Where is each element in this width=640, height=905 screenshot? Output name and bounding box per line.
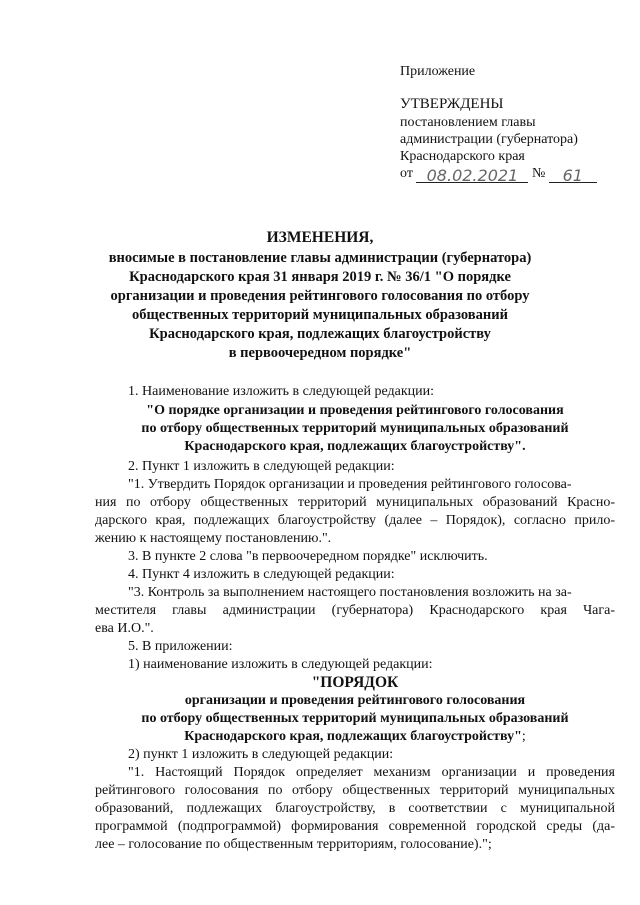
body-line: дарского края, подлежащих благоустройству (далее – Порядок), согласно прило- bbox=[95, 513, 615, 528]
title-heading: ИЗМЕНЕНИЯ, bbox=[266, 229, 374, 246]
title-line: вносимые в постановление главы администрации (губернатора) bbox=[108, 250, 532, 266]
title-line: в первоочередном порядке" bbox=[228, 345, 412, 361]
body-line: местителя главы администрации (губернатора) Краснодарского края Чага- bbox=[95, 603, 615, 618]
body-line-bold: Краснодарского края, подлежащих благоустройству" bbox=[184, 729, 522, 744]
body-line: 1. Наименование изложить в следующей редакции: bbox=[128, 384, 434, 399]
title-line: организации и проведения рейтингового голосования по отбору bbox=[110, 288, 530, 304]
body-line: 1) наименование изложить в следующей редакции: bbox=[128, 657, 433, 672]
body-line-bold: по отбору общественных территорий муниципальных образований bbox=[141, 711, 569, 726]
body-line: "1. Настоящий Порядок определяет механизм организации и проведения bbox=[128, 765, 615, 780]
approval-line-2: администрации (губернатора) bbox=[400, 132, 578, 147]
body-line-bold: "О порядке организации и проведения рейтингового голосования bbox=[146, 403, 564, 418]
order-heading: "ПОРЯДОК bbox=[311, 674, 399, 691]
document-title bbox=[100, 228, 540, 363]
body-line: 2. Пункт 1 изложить в следующей редакции: bbox=[128, 459, 395, 474]
approval-line-1: постановлением главы bbox=[400, 115, 536, 130]
body-line: "3. Контроль за выполнением настоящего постановления возложить на за- bbox=[128, 585, 572, 600]
body-line: программой (подпрограммой) формирования современной городской среды (да- bbox=[95, 819, 615, 834]
approval-line-3: Краснодарского края bbox=[400, 149, 525, 164]
body-line: 5. В приложении: bbox=[128, 639, 233, 654]
body-line: 4. Пункт 4 изложить в следующей редакции: bbox=[128, 567, 395, 582]
body-line-bold-with-suffix bbox=[95, 728, 615, 746]
body-line: ева И.О.". bbox=[95, 621, 154, 636]
body-line: 2) пункт 1 изложить в следующей редакции: bbox=[128, 747, 394, 762]
approved-label: УТВЕРЖДЕНЫ bbox=[400, 96, 504, 112]
number-handwritten: 61 bbox=[549, 167, 597, 183]
title-line: Краснодарского края, подлежащих благоустройству bbox=[149, 326, 491, 342]
title-line: Краснодарского края 31 января 2019 г. № 36/1 "О порядке bbox=[129, 269, 511, 285]
date-number-line bbox=[400, 165, 597, 183]
from-label: от bbox=[400, 166, 413, 181]
body-line-bold: организации и проведения рейтингового голосования bbox=[184, 693, 526, 708]
appendix-label: Приложение bbox=[400, 64, 476, 79]
body-line-bold: по отбору общественных территорий муниципальных образований bbox=[141, 421, 569, 436]
body-line: "1. Утвердить Порядок организации и проведения рейтингового голосова- bbox=[128, 477, 572, 492]
body-line: ния по отбору общественных территорий муниципальных образований Красно- bbox=[95, 495, 615, 510]
body-line: рейтингового голосования по отбору общественных территорий муниципальных bbox=[95, 783, 615, 798]
body-line: лее – голосование по общественным территориям, голосование)."; bbox=[95, 837, 492, 852]
number-label: № bbox=[531, 166, 546, 181]
date-handwritten: 08.02.2021 bbox=[416, 167, 528, 183]
body-line: жению к настоящему постановлению.". bbox=[95, 531, 332, 546]
body-line: образований, подлежащих благоустройству, в соответствии с муниципальной bbox=[95, 801, 615, 816]
body-line: 3. В пункте 2 слова "в первоочередном порядке" исключить. bbox=[128, 549, 488, 564]
title-line: общественных территорий муниципальных образований bbox=[132, 307, 508, 323]
semicolon: ; bbox=[521, 729, 526, 744]
body-line-bold: Краснодарского края, подлежащих благоустройству". bbox=[184, 439, 526, 454]
